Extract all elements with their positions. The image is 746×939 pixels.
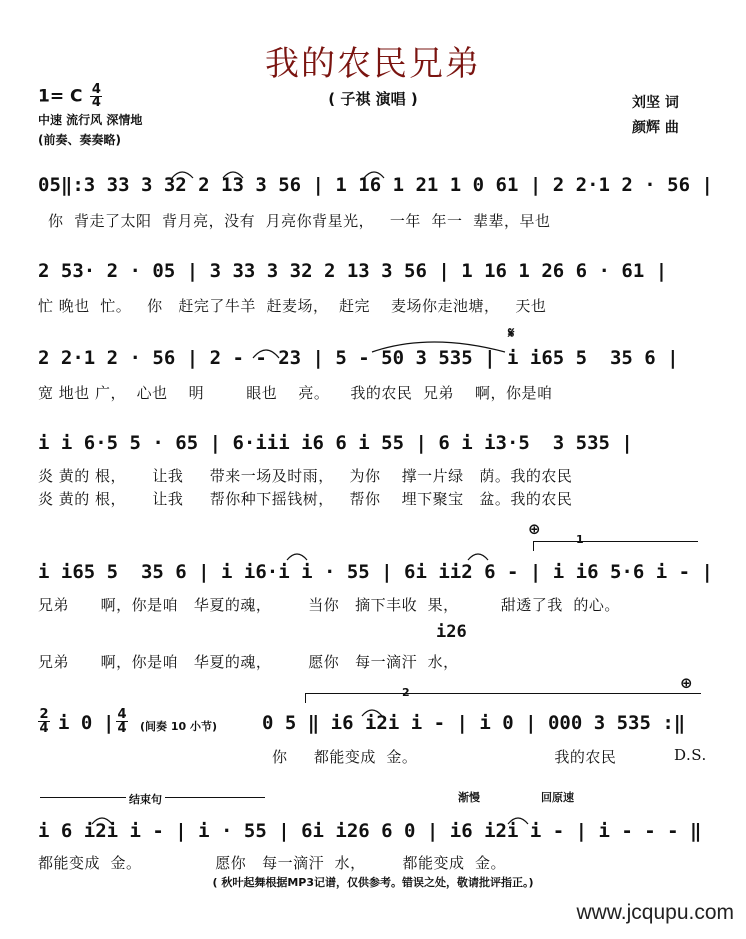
notation-line-6-lead: i 0 [58, 712, 93, 734]
notation-line-5: i i65 5 35 6 | i i6·i i · 55 | 6i ii2 6 - | i i6 5·6 i - | [38, 561, 713, 583]
notation-line-4: i i 6·5 5 · 65 | 6·iii i6 6 i 55 | 6 i i3·5 3 535 | [38, 432, 633, 454]
tempo-marking: 中速 流行风 深情地 [38, 113, 143, 127]
interlude-note: (间奏 10 小节) [140, 720, 218, 733]
time-denominator: 4 [91, 95, 101, 110]
segno-sign: 𝄋 [508, 324, 515, 342]
lyric-line-5b: 兄弟 啊，你是咱 华夏的魂， 愿你 每一滴汗 水， [38, 653, 459, 671]
coda-sign: ⊕ [528, 520, 541, 538]
website-url[interactable]: www.jcqupu.com [576, 901, 734, 924]
coda-sign-2: ⊕ [680, 674, 693, 692]
slur [172, 172, 193, 178]
tempo-slow: 渐慢 [458, 791, 480, 804]
lyric-line-4a: 炎 黄的 根， 让我 带来一场及时雨， 为你 撑一片绿 荫。我的农民 [38, 467, 573, 485]
notation-line-2: 2 53· 2 · 05 | 3 33 3 32 2 13 3 56 | 1 16 1 26 6 · 61 | [38, 260, 668, 282]
notation-line-1: 05‖:3 33 3 32 2 13 3 56 | 1 16 1 21 1 0 61 | 2 2·1 2 · 56 | [38, 174, 713, 196]
slur [287, 554, 307, 560]
lyric-line-3: 宽 地也 广， 心也 明 眼也 亮。 我的农民 兄弟 啊，你是咱 [38, 384, 553, 402]
ds-marking: D.S. [674, 746, 707, 764]
slur [508, 818, 528, 824]
slur [362, 710, 382, 716]
slur [364, 172, 384, 178]
tempo-resume: 回原速 [541, 791, 574, 804]
lyricist-credit: 刘坚 词 [632, 95, 679, 111]
lyric-line-7: 都能变成 金。 愿你 每一滴汗 水， 都能变成 金。 [38, 854, 507, 872]
lyric-line-4b: 炎 黄的 根， 让我 帮你种下摇钱树， 帮你 埋下聚宝 盆。我的农民 [38, 490, 573, 508]
lyric-line-2: 忙 晚也 忙。 你 赶完了牛羊 赶麦场， 赶完 麦场你走池塘， 天也 [38, 297, 547, 315]
lyric-line-6: 你 都能变成 金。 我的农民 [272, 748, 617, 766]
slur [468, 554, 488, 560]
notation-line-3: 2 2·1 2 · 56 | 2 - - 23 | 5 - 50 3 535 | i i65 5 35 6 | [38, 347, 679, 369]
notation-line-6: 0 5 ‖ i6 i2i i - | i 0 | 000 3 535 :‖ [262, 712, 686, 734]
slur [223, 172, 243, 178]
slur [92, 818, 112, 824]
volta-1-number: 1 [576, 533, 584, 546]
time-change-2-4: 2 4 [39, 707, 49, 736]
prelude-note: (前奏、奏奏略) [38, 133, 121, 147]
volta-2-number: 2 [402, 686, 410, 699]
song-title: 我的农民兄弟 [265, 44, 481, 84]
key-label: 1= C [38, 86, 83, 107]
footnote: ( 秋叶起舞根据MP3记谱，仅供参考。错误之处，敬请批评指正。) [212, 876, 534, 889]
singer-credit: ( 子祺 演唱 ) [328, 90, 418, 108]
barline-6: | [103, 712, 115, 734]
ending-label: 结束句 [126, 791, 165, 807]
notation-line-7: i 6 i2i i - | i · 55 | 6i i26 6 0 | i6 i2i i - | i - - - ‖ [38, 820, 702, 842]
lyric-line-5a: 兄弟 啊，你是咱 华夏的魂， 当你 摘下丰收 果， 甜透了我 的心。 [38, 596, 620, 614]
time-change-4-4: 4 4 [117, 707, 127, 736]
alt-notation: i26 [436, 622, 467, 642]
time-numerator: 4 [91, 82, 101, 97]
slur [372, 342, 505, 352]
composer-credit: 颜辉 曲 [632, 120, 679, 136]
lyric-line-1: 你 背走了太阳 背月亮，没有 月亮你背星光， 一年 年一 辈辈，早也 [48, 212, 551, 230]
slur [253, 350, 279, 358]
